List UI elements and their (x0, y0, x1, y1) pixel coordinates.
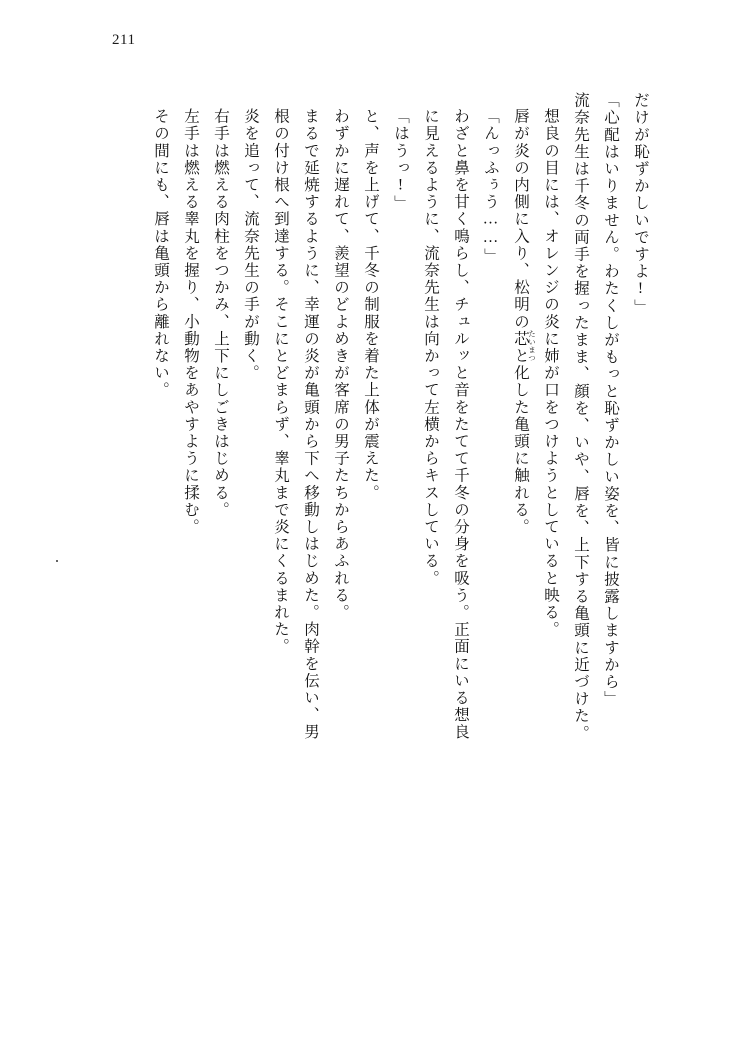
text-column: 「はうっ!」 (392, 108, 409, 213)
text-column: まるで延焼するように、幸運の炎が亀頭から下へ移動しはじめた。肉幹を伝い、男 (302, 108, 319, 741)
page-number: 211 (112, 32, 136, 48)
text-column: に見えるように、流奈先生は向かって左横からキスしている。 (422, 108, 439, 587)
text-column: 想良の目には、オレンジの炎に姉が口をつけようとしていると映る。 (542, 108, 559, 639)
stray-dot (56, 560, 58, 562)
text-column: と、声を上げて、千冬の制服を着た上体が震えた。 (362, 108, 379, 502)
text-column: 「心配はいりません。わたくしがもっと恥ずかしい姿を、皆に披露しますから」 (602, 92, 619, 708)
text-column: 唇が炎の内側に入り、松明の芯と化した亀頭に触れる。 (512, 108, 529, 536)
text-column: 炎を追って、流奈先生の手が動く。 (242, 108, 259, 382)
text-column: 流奈先生は千冬の両手を握ったまま、顔を、いや、唇を、上下する亀頭に近づけた。 (572, 92, 589, 742)
text-column: だけが恥ずかしいですよ!」 (632, 92, 649, 316)
text-column: その間にも、唇は亀頭から離れない。 (152, 108, 169, 399)
text-column: 右手は燃える肉柱をつかみ、上下にしごきはじめる。 (212, 108, 229, 519)
text-column: 「んっふぅう……」 (482, 108, 499, 265)
vertical-text-body (96, 92, 648, 972)
text-column: わざと鼻を甘く鳴らし、チュルッと音をたてて千冬の分身を吸う。正面にいる想良 (452, 108, 469, 741)
text-column: 根の付け根へ到達する。そこにとどまらず、睾丸まで炎にくるまれた。 (272, 108, 289, 656)
ruby-annotation: たいまつ (527, 330, 537, 362)
text-column: わずかに遅れて、羨望のどよめきが客席の男子たちからあふれる。 (332, 108, 349, 621)
text-column: 左手は燃える睾丸を握り、小動物をあやすように揉む。 (182, 108, 199, 536)
